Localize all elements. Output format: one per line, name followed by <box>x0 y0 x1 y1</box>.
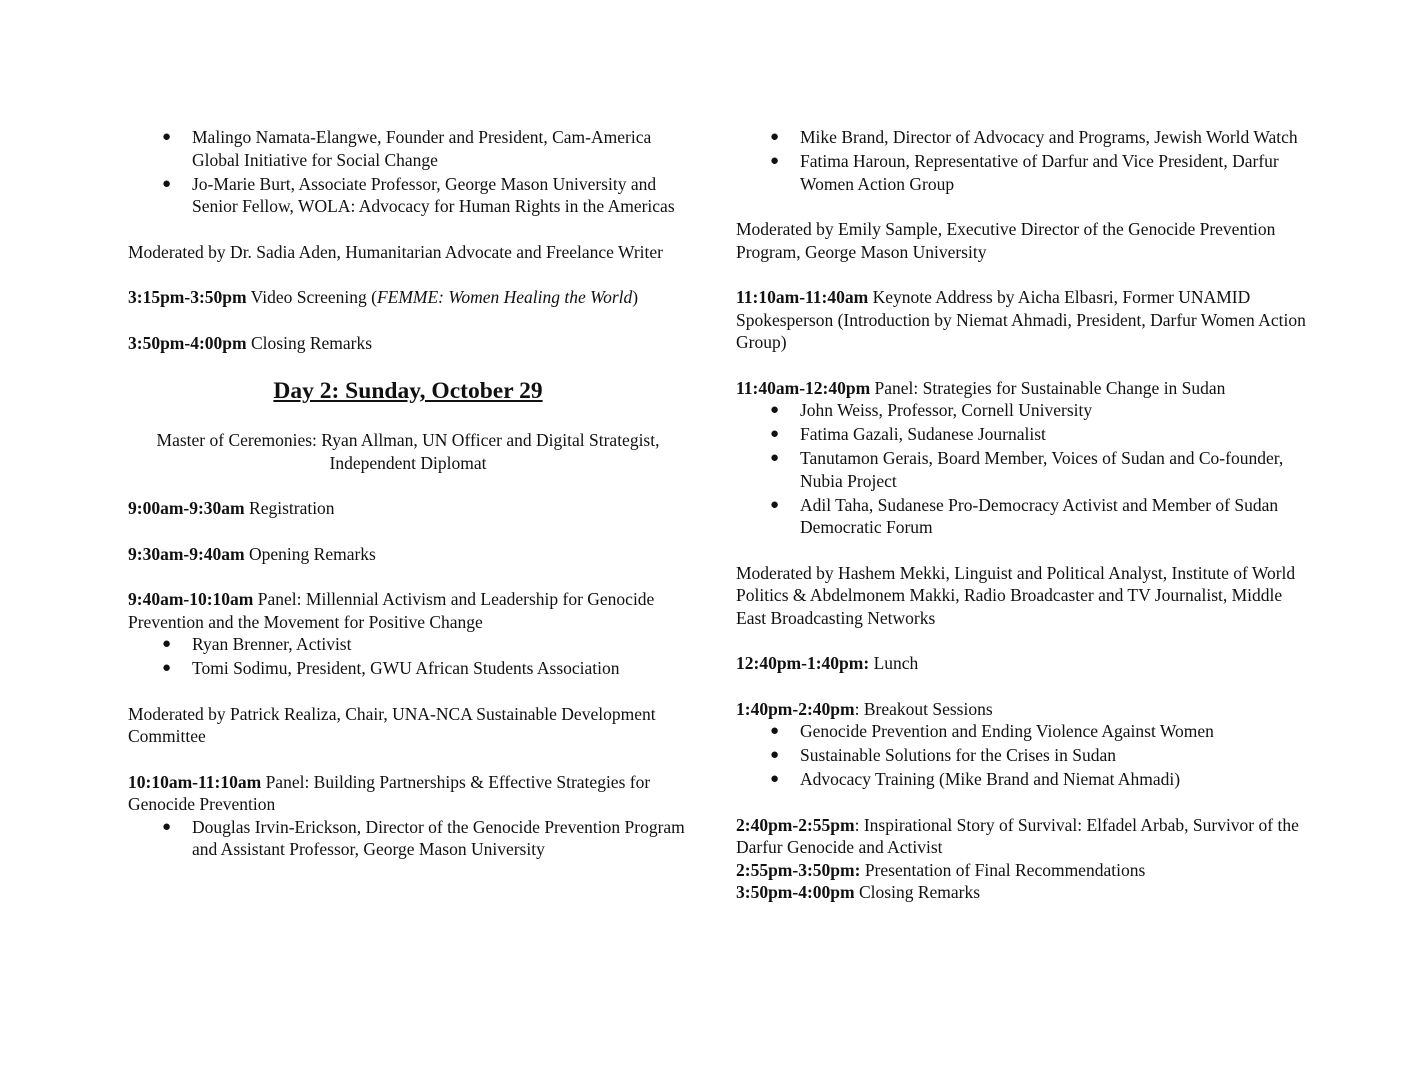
bullet-icon: ● <box>162 636 172 652</box>
list-item <box>736 494 1306 539</box>
entry-text: Closing Remarks <box>854 882 981 902</box>
list-item <box>736 423 1306 446</box>
bullet-icon: ● <box>770 129 780 145</box>
right-column <box>736 126 1306 904</box>
bullet-icon: ● <box>770 153 780 169</box>
entry-text: : Breakout Sessions <box>854 698 993 719</box>
entry-text: Presentation of Final Recommendations <box>860 859 1146 880</box>
list-item-text: Mike Brand, Director of Advocacy and Programs, Jewish World Watch <box>800 127 1298 147</box>
moderator-text: Moderated by Hashem Mekki, Linguist and Political Analyst, Institute of World Politics & Abdelmonem Makki, Radio Broadcaster and TV Journalist, Middle East Broadcasting Networks <box>736 562 1296 628</box>
entry-text: Video Screening ( <box>246 287 377 307</box>
agenda-entry-closing <box>128 332 688 355</box>
speaker-list <box>128 633 688 680</box>
list-item-text: Advocacy Training (Mike Brand and Niemat Ahmadi) <box>800 769 1181 789</box>
agenda-entry-panel-3 <box>736 377 1306 400</box>
time-label: 2:55pm-3:50pm: <box>736 859 861 880</box>
time-label: 2:40pm-2:55pm <box>736 814 855 835</box>
bullet-icon: ● <box>770 450 780 466</box>
agenda-entry-panel-2 <box>128 771 688 816</box>
time-label: 9:40am-10:10am <box>128 589 254 609</box>
entry-text: Panel: Strategies for Sustainable Change in Sudan <box>870 377 1226 398</box>
day-heading: Day 2: Sunday, October 29 <box>273 378 543 404</box>
entry-text: Panel: Building Partnerships & Effective Strategies for Genocide Prevention <box>128 771 651 814</box>
master-of-ceremonies: Master of Ceremonies: Ryan Allman, UN Officer and Digital Strategist, Independent Diplomat <box>156 430 660 473</box>
entry-text: Keynote Address by Aicha Elbasri, Former UNAMID Spokesperson (Introduction by Niemat Ahmadi, President, Darfur Women Action Group) <box>736 287 1306 352</box>
time-label: 9:30am-9:40am <box>128 543 245 564</box>
time-label: 3:50pm-4:00pm <box>128 332 247 353</box>
list-item <box>736 399 1306 422</box>
video-title: FEMME: Women Healing the World <box>376 287 633 307</box>
agenda-entry-video <box>128 286 688 309</box>
agenda-entry-recommendations <box>736 859 1306 882</box>
list-item-text: Tanutamon Gerais, Board Member, Voices of Sudan and Co-founder, Nubia Project <box>800 448 1284 491</box>
list-item-text: Jo-Marie Burt, Associate Professor, George Mason University and Senior Fellow, WOLA: Advocacy for Human Rights in the Americas <box>192 173 675 216</box>
list-item <box>736 150 1306 195</box>
left-column <box>128 126 688 862</box>
agenda-entry-breakout <box>736 698 1306 721</box>
list-item <box>736 768 1306 791</box>
bullet-icon: ● <box>770 723 780 739</box>
agenda-entry-keynote <box>736 286 1306 354</box>
bullet-icon: ● <box>770 496 780 513</box>
list-item <box>736 744 1306 767</box>
bullet-icon: ● <box>162 175 172 192</box>
bullet-icon: ● <box>162 660 172 676</box>
speaker-list <box>736 126 1306 195</box>
moderator-text: Moderated by Emily Sample, Executive Director of the Genocide Prevention Program, George Mason University <box>736 219 1276 262</box>
speaker-list <box>128 126 688 218</box>
entry-text: Opening Remarks <box>244 543 376 564</box>
list-item <box>128 633 688 656</box>
entry-text: Closing Remarks <box>246 332 373 353</box>
list-item-text: Fatima Haroun, Representative of Darfur and Vice President, Darfur Women Action Group <box>800 151 1279 194</box>
list-item <box>128 173 688 218</box>
list-item <box>736 126 1306 149</box>
list-item <box>736 447 1306 492</box>
time-label: 11:10am-11:40am <box>736 287 869 307</box>
time-label: 3:15pm-3:50pm <box>128 287 247 307</box>
list-item <box>736 720 1306 743</box>
time-label: 10:10am-11:10am <box>128 771 262 792</box>
time-label: 1:40pm-2:40pm <box>736 698 855 719</box>
entry-text: Lunch <box>869 653 919 673</box>
speaker-list <box>736 399 1306 539</box>
agenda-entry-registration <box>128 497 688 520</box>
agenda-entry-opening <box>128 543 688 566</box>
bullet-icon: ● <box>770 771 780 787</box>
bullet-icon: ● <box>162 129 172 145</box>
list-item-text: Tomi Sodimu, President, GWU African Students Association <box>192 658 620 678</box>
moderator-text: Moderated by Patrick Realiza, Chair, UNA-NCA Sustainable Development Committee <box>128 703 656 746</box>
time-label: 11:40am-12:40pm <box>736 377 871 398</box>
entry-text: Registration <box>244 498 335 518</box>
list-item <box>128 126 688 171</box>
list-item-text: Sustainable Solutions for the Crises in Sudan <box>800 745 1116 765</box>
time-label: 12:40pm-1:40pm: <box>736 653 870 673</box>
list-item-text: John Weiss, Professor, Cornell University <box>800 400 1093 420</box>
list-item-text: Adil Taha, Sudanese Pro-Democracy Activist and Member of Sudan Democratic Forum <box>800 494 1279 537</box>
entry-text: : Inspirational Story of Survival: Elfadel Arbab, Survivor of the Darfur Genocide and Activist <box>736 814 1299 857</box>
agenda-entry-story <box>736 814 1306 859</box>
agenda-entry-panel-1 <box>128 588 688 633</box>
agenda-entry-lunch <box>736 652 1306 675</box>
entry-text: ) <box>632 287 639 307</box>
time-label: 9:00am-9:30am <box>128 498 245 518</box>
entry-text: Panel: Millennial Activism and Leadership for Genocide Prevention and the Movement for Positive Change <box>128 589 655 632</box>
list-item-text: Malingo Namata-Elangwe, Founder and President, Cam-America Global Initiative for Social Change <box>192 127 652 170</box>
time-label: 3:50pm-4:00pm <box>736 882 855 902</box>
session-list <box>736 720 1306 791</box>
bullet-icon: ● <box>162 818 172 835</box>
bullet-icon: ● <box>770 426 780 442</box>
list-item-text: Douglas Irvin-Erickson, Director of the Genocide Prevention Program and Assistant Professor, George Mason University <box>192 816 685 859</box>
speaker-list <box>128 816 688 861</box>
list-item-text: Genocide Prevention and Ending Violence Against Women <box>800 721 1214 741</box>
list-item <box>128 657 688 680</box>
bullet-icon: ● <box>770 747 780 763</box>
list-item <box>128 816 688 861</box>
list-item-text: Ryan Brenner, Activist <box>192 634 352 654</box>
agenda-entry-closing <box>736 881 1306 904</box>
list-item-text: Fatima Gazali, Sudanese Journalist <box>800 424 1046 444</box>
moderator-text: Moderated by Dr. Sadia Aden, Humanitarian Advocate and Freelance Writer <box>128 241 663 262</box>
bullet-icon: ● <box>770 402 780 418</box>
